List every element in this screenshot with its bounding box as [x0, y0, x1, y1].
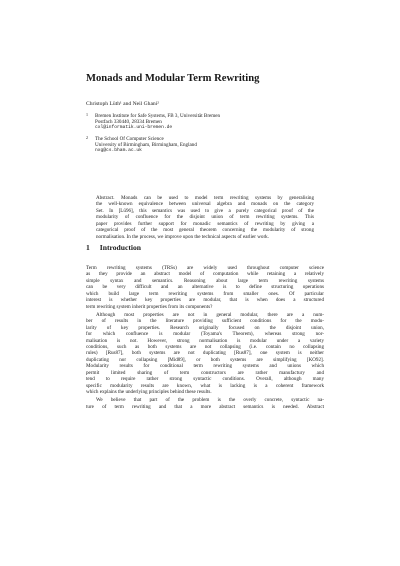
body-line: interest is whether key properties are modular, that is when does a structured — [86, 297, 324, 304]
abstract-line: the well-known equivalence between universal algebra and monads on the category — [96, 201, 314, 208]
affiliation-line: The School Of Computer Science — [95, 136, 164, 142]
abstract-line: modularity of confluence for the disjoint union of term rewriting systems. This — [96, 214, 314, 221]
abstract-line: normalisation. In the process, we improve upon the technical aspects of earlier work. — [96, 233, 269, 240]
affiliation-line: University of Birmingham, Birmingham, England — [95, 142, 197, 149]
abstract-line: categorical proof of the most general theorem concerning the modularity of strong — [96, 227, 314, 234]
body-line: conditions, such as both systems are not collapsing (i.e. contain no collapsing — [86, 344, 324, 350]
body-line: term rewriting system inherit properties from its components? — [86, 303, 213, 310]
body-line: Modularity results for conditional term rewriting systems and unions which — [86, 363, 324, 370]
affiliation-email[interactable]: cxl@informatik.uni-bremen.de — [95, 125, 173, 131]
affiliation-line: Bremen Institute for Safe Systems, FB 3, Universität Bremen — [95, 113, 221, 119]
body-line: Term rewriting systems (TRSs) are widely used throughout computer science — [86, 265, 324, 271]
body-line: rules) [Rus87], both systems are not duplicating [Rus87], one system is neither — [86, 350, 324, 357]
body-line: which explains the underlying principles behind these results. — [86, 389, 212, 396]
affiliation-line: Postfach 330440, 28334 Bremen — [95, 119, 162, 126]
body-line: larity of key properties. Research originally focused on the disjoint union, — [86, 324, 324, 331]
body-line: specific modularity results are known, what is lacking is a coherent framework — [86, 382, 324, 389]
abstract — [96, 195, 314, 240]
body-line: malisation is not. However, strong normalisation is modular under a variety — [86, 337, 324, 344]
body-line: as they provide an abstract model of computation while retaining a relatively — [86, 271, 324, 278]
affiliation-email[interactable]: nxg@cs.bham.ac.uk — [95, 148, 142, 154]
paper-authors: Christoph Lüth¹ and Neil Ghani² — [86, 101, 159, 107]
body-line: can be very difficult and an alternative is to define structuring operations — [86, 284, 324, 291]
abstract-line: Abstract. Monads can be used to model term rewriting systems by generalising — [96, 195, 314, 201]
body-line: for which confluence is modular (Toyama's Theorem), whereas strong nor- — [86, 331, 324, 338]
abstract-line: Set. In [Lü96], this semantics was used to give a purely categorical proof of the — [96, 207, 314, 214]
introduction-body — [86, 265, 324, 410]
body-line: permit limited sharing of term constructors are rather manufactury and — [86, 369, 324, 376]
affiliation-number: 2 — [86, 135, 88, 140]
body-line: duplicating nor collapsing [Mid89], or both systems are simplifying [KO92]. — [86, 356, 324, 363]
affiliation-number: 1 — [86, 112, 88, 117]
section-heading — [86, 243, 141, 252]
paper-title: Monads and Modular Term Rewriting — [86, 73, 260, 84]
body-line: simple syntax and semantics. Reasoning about large term rewriting systems — [86, 277, 324, 284]
body-line: We believe that part of the problem is the overly concrete, syntactic na- — [96, 397, 324, 404]
abstract-line: paper provides further support for monadic semantics of rewriting by giving a — [96, 220, 314, 227]
body-line: ber of results in the literature providing sufficient conditions for the modu- — [86, 318, 324, 325]
body-line: which build large term rewriting systems from smaller ones. Of particular — [86, 290, 324, 297]
body-line: ture of term rewriting and that a more abstract semantics is needed. Abstract — [86, 403, 324, 410]
section-number: 1 — [86, 243, 90, 252]
section-title: Introduction — [99, 243, 142, 252]
body-line: Although most properties are not in general modular, there are a num- — [96, 311, 324, 318]
body-line: tend to require rather strong syntactic conditions. Overall, although many — [86, 376, 324, 383]
